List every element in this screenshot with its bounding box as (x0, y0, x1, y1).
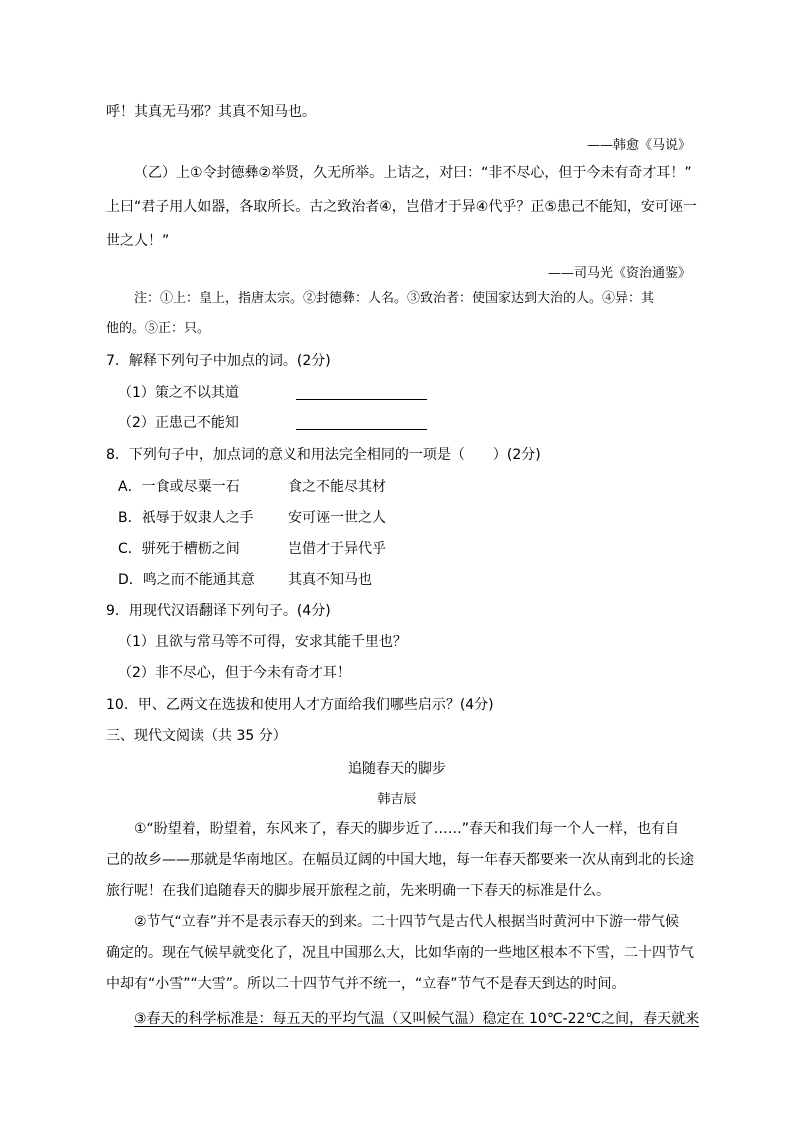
option-d-right: 其真不知马也 (288, 572, 372, 588)
passage-a-attribution: ——韩愈《马说》 (586, 138, 691, 153)
paragraph-2-line-3: 中却有“小雪”“大雪”。所以二十四节气并不统一，“立春”节气不是春天到达的时间。 (106, 976, 626, 992)
option-a-right: 食之不能尽其材 (288, 479, 386, 495)
passage-b-line-3: 世之人！” (106, 233, 170, 249)
option-c-right: 岂借才于异代乎 (288, 541, 386, 557)
option-b-left: B．祇辱于奴隶人之手 (118, 510, 254, 526)
paragraph-3-line-1: ③春天的科学标准是：每五天的平均气温（又叫候气温）稳定在 10℃-22℃之间，春天就来 (134, 1011, 700, 1027)
answer-blank-1[interactable] (296, 399, 427, 400)
option-a-left: A．一食或尽粟一石 (118, 479, 240, 495)
passage-a-ending: 呼！其真无马邪？其真不知马也。 (106, 104, 316, 120)
paragraph-1-line-3: 旅行呢！在我们追随春天的脚步展开旅程之前，先来明确一下春天的标准是什么。 (106, 883, 610, 899)
question-7-item-2: （2）正患己不能知 (118, 415, 239, 431)
option-c-left: C．骈死于槽枥之间 (118, 541, 240, 557)
notes-line-2: 他的。⑤正：只。 (106, 321, 211, 336)
option-b-right: 安可诬一世之人 (288, 510, 386, 526)
question-7-item-1: （1）策之不以其道 (118, 385, 239, 401)
passage-b-line-1: （乙）上①令封德彝②举贤，久无所举。上诘之，对曰：“非不尽心，但于今未有奇才耳！” (134, 165, 692, 181)
question-10-stem: 10．甲、乙两文在选拔和使用人才方面给我们哪些启示？(4分) (106, 697, 494, 713)
paragraph-1-line-2: 己的故乡——那就是华南地区。在幅员辽阔的中国大地，每一年春天都要来一次从南到北的长途 (106, 852, 694, 868)
notes-line-1: 注：①上：皇上，指唐太宗。②封德彝：人名。③致治者：使国家达到大治的人。④异：其 (134, 291, 655, 306)
question-9-item-2: （2）非不尽心，但于今未有奇才耳！ (118, 665, 351, 681)
question-9-stem: 9．用现代汉语翻译下列句子。(4分) (106, 603, 331, 619)
paragraph-1-line-1: ①“盼望着，盼望着，东风来了，春天的脚步近了……”春天和我们每一个人一样，也有自 (134, 821, 680, 837)
option-d-left: D．鸣之而不能通其意 (118, 572, 255, 588)
paragraph-2-line-2: 确定的。现在气候早就变化了，况且中国那么大，比如华南的一些地区根本不下雪，二十四节气 (106, 945, 694, 961)
passage-b-line-2: 上曰“君子用人如器，各取所长。古之致治者④，岂借才于异④代乎？正⑤患己不能知，安可诬一 (106, 199, 697, 215)
article-title: 追随春天的脚步 (348, 761, 446, 777)
article-author: 韩吉辰 (377, 792, 417, 807)
passage-b-attribution: ——司马光《资治通鉴》 (547, 266, 691, 281)
section-3-heading: 三、现代文阅读（共 35 分） (106, 728, 287, 744)
paragraph-2-line-1: ②节气“立春”并不是表示春天的到来。二十四节气是古代人根据当时黄河中下游一带气候 (134, 914, 680, 930)
question-9-item-1: （1）且欲与常马等不可得，安求其能千里也？ (118, 634, 407, 650)
question-8-stem: 8．下列句子中，加点词的意义和用法完全相同的一项是（ ）(2分) (106, 447, 541, 463)
answer-blank-2[interactable] (296, 429, 427, 430)
question-7-stem: 7．解释下列句子中加点的词。(2分) (106, 353, 331, 369)
